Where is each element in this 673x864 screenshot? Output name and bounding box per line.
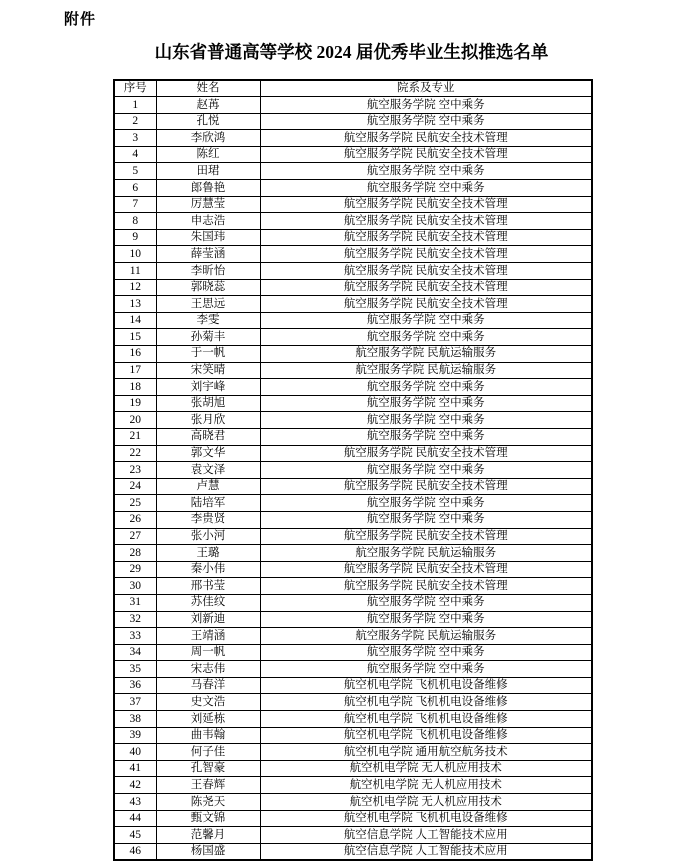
table-row — [114, 296, 592, 313]
row-number-cell: 3 — [114, 130, 156, 147]
dept-major-cell: 航空机电学院 飞机机电设备维修 — [260, 810, 592, 827]
row-number-cell: 5 — [114, 163, 156, 180]
name-cell: 张小河 — [156, 528, 260, 545]
name-cell: 李欣鸿 — [156, 130, 260, 147]
table-row — [114, 843, 592, 860]
table-row — [114, 628, 592, 645]
row-number-cell: 32 — [114, 611, 156, 628]
name-cell: 周一帆 — [156, 644, 260, 661]
row-number-cell: 39 — [114, 727, 156, 744]
row-number-cell: 9 — [114, 229, 156, 246]
row-number-cell: 19 — [114, 395, 156, 412]
row-number-cell: 36 — [114, 677, 156, 694]
dept-major-cell: 航空服务学院 民航安全技术管理 — [260, 561, 592, 578]
dept-major-cell: 航空服务学院 民航安全技术管理 — [260, 229, 592, 246]
table-row — [114, 196, 592, 213]
row-number-cell: 13 — [114, 296, 156, 313]
table-row — [114, 395, 592, 412]
dept-major-cell: 航空服务学院 空中乘务 — [260, 511, 592, 528]
table-row — [114, 661, 592, 678]
table-row — [114, 329, 592, 346]
row-number-cell: 18 — [114, 379, 156, 396]
table-row — [114, 362, 592, 379]
dept-major-cell: 航空服务学院 空中乘务 — [260, 428, 592, 445]
row-number-cell: 46 — [114, 843, 156, 860]
table-row — [114, 711, 592, 728]
name-cell: 厉慧莹 — [156, 196, 260, 213]
table-row — [114, 445, 592, 462]
row-number-cell: 29 — [114, 561, 156, 578]
name-cell: 郎鲁艳 — [156, 180, 260, 197]
row-number-cell: 28 — [114, 545, 156, 562]
column-header-name: 姓名 — [156, 80, 260, 97]
table-row — [114, 379, 592, 396]
table-row — [114, 246, 592, 263]
row-number-cell: 44 — [114, 810, 156, 827]
name-cell: 邢书莹 — [156, 578, 260, 595]
name-cell: 刘新迪 — [156, 611, 260, 628]
row-number-cell: 31 — [114, 594, 156, 611]
table-row — [114, 545, 592, 562]
row-number-cell: 10 — [114, 246, 156, 263]
row-number-cell: 40 — [114, 744, 156, 761]
dept-major-cell: 航空服务学院 民航安全技术管理 — [260, 130, 592, 147]
name-cell: 于一帆 — [156, 346, 260, 363]
name-cell: 史文浩 — [156, 694, 260, 711]
table-row — [114, 346, 592, 363]
name-cell: 田珺 — [156, 163, 260, 180]
name-cell: 李贵贤 — [156, 511, 260, 528]
column-header-number: 序号 — [114, 80, 156, 97]
table-row — [114, 113, 592, 130]
table-row — [114, 279, 592, 296]
dept-major-cell: 航空服务学院 民航运输服务 — [260, 628, 592, 645]
row-number-cell: 15 — [114, 329, 156, 346]
dept-major-cell: 航空服务学院 空中乘务 — [260, 661, 592, 678]
dept-major-cell: 航空信息学院 人工智能技术应用 — [260, 827, 592, 844]
name-cell: 王靖涵 — [156, 628, 260, 645]
name-cell: 卢慧 — [156, 478, 260, 495]
row-number-cell: 21 — [114, 428, 156, 445]
name-cell: 袁文泽 — [156, 462, 260, 479]
row-number-cell: 45 — [114, 827, 156, 844]
row-number-cell: 16 — [114, 346, 156, 363]
dept-major-cell: 航空服务学院 空中乘务 — [260, 329, 592, 346]
name-cell: 甄文锦 — [156, 810, 260, 827]
dept-major-cell: 航空机电学院 通用航空航务技术 — [260, 744, 592, 761]
dept-major-cell: 航空服务学院 空中乘务 — [260, 594, 592, 611]
name-cell: 李昕怡 — [156, 263, 260, 280]
name-cell: 王春辉 — [156, 777, 260, 794]
name-cell: 李雯 — [156, 312, 260, 329]
dept-major-cell: 航空服务学院 民航安全技术管理 — [260, 528, 592, 545]
table-row — [114, 694, 592, 711]
dept-major-cell: 航空服务学院 空中乘务 — [260, 395, 592, 412]
dept-major-cell: 航空服务学院 民航安全技术管理 — [260, 263, 592, 280]
table-row — [114, 428, 592, 445]
name-cell: 宋笑晴 — [156, 362, 260, 379]
attachment-label: 附件 — [64, 12, 97, 28]
dept-major-cell: 航空服务学院 民航安全技术管理 — [260, 478, 592, 495]
dept-major-cell: 航空服务学院 民航安全技术管理 — [260, 445, 592, 462]
table-row — [114, 777, 592, 794]
table-row — [114, 97, 592, 114]
name-cell: 陆培军 — [156, 495, 260, 512]
name-cell: 孔悦 — [156, 113, 260, 130]
name-cell: 薛莹涵 — [156, 246, 260, 263]
row-number-cell: 37 — [114, 694, 156, 711]
dept-major-cell: 航空服务学院 空中乘务 — [260, 611, 592, 628]
name-cell: 宋志伟 — [156, 661, 260, 678]
row-number-cell: 26 — [114, 511, 156, 528]
name-cell: 王思远 — [156, 296, 260, 313]
row-number-cell: 23 — [114, 462, 156, 479]
table-row — [114, 611, 592, 628]
table-row — [114, 130, 592, 147]
name-cell: 郭文华 — [156, 445, 260, 462]
dept-major-cell: 航空机电学院 无人机应用技术 — [260, 777, 592, 794]
row-number-cell: 14 — [114, 312, 156, 329]
table-row — [114, 495, 592, 512]
dept-major-cell: 航空服务学院 民航安全技术管理 — [260, 213, 592, 230]
table-row — [114, 677, 592, 694]
row-number-cell: 4 — [114, 146, 156, 163]
dept-major-cell: 航空服务学院 民航运输服务 — [260, 362, 592, 379]
dept-major-cell: 航空服务学院 民航安全技术管理 — [260, 196, 592, 213]
header-row — [114, 80, 592, 97]
table-row — [114, 827, 592, 844]
table-row — [114, 594, 592, 611]
dept-major-cell: 航空服务学院 空中乘务 — [260, 180, 592, 197]
table-row — [114, 794, 592, 811]
row-number-cell: 6 — [114, 180, 156, 197]
dept-major-cell: 航空服务学院 民航安全技术管理 — [260, 578, 592, 595]
row-number-cell: 12 — [114, 279, 156, 296]
dept-major-cell: 航空服务学院 民航安全技术管理 — [260, 279, 592, 296]
table-row — [114, 578, 592, 595]
name-cell: 朱国玮 — [156, 229, 260, 246]
row-number-cell: 25 — [114, 495, 156, 512]
row-number-cell: 27 — [114, 528, 156, 545]
dept-major-cell: 航空服务学院 民航运输服务 — [260, 545, 592, 562]
row-number-cell: 8 — [114, 213, 156, 230]
name-cell: 陈尧天 — [156, 794, 260, 811]
dept-major-cell: 航空机电学院 飞机机电设备维修 — [260, 677, 592, 694]
table-row — [114, 644, 592, 661]
row-number-cell: 30 — [114, 578, 156, 595]
table-row — [114, 810, 592, 827]
page-title: 山东省普通高等学校 2024 届优秀毕业生拟推选名单 — [154, 42, 549, 62]
dept-major-cell: 航空服务学院 空中乘务 — [260, 462, 592, 479]
name-cell: 范馨月 — [156, 827, 260, 844]
name-cell: 苏佳纹 — [156, 594, 260, 611]
name-cell: 杨国盛 — [156, 843, 260, 860]
row-number-cell: 20 — [114, 412, 156, 429]
dept-major-cell: 航空服务学院 空中乘务 — [260, 644, 592, 661]
row-number-cell: 17 — [114, 362, 156, 379]
row-number-cell: 22 — [114, 445, 156, 462]
name-cell: 孙菊丰 — [156, 329, 260, 346]
dept-major-cell: 航空机电学院 飞机机电设备维修 — [260, 694, 592, 711]
dept-major-cell: 航空服务学院 空中乘务 — [260, 412, 592, 429]
name-cell: 刘延栋 — [156, 711, 260, 728]
table-row — [114, 478, 592, 495]
row-number-cell: 38 — [114, 711, 156, 728]
dept-major-cell: 航空服务学院 空中乘务 — [260, 379, 592, 396]
table-row — [114, 744, 592, 761]
dept-major-cell: 航空服务学院 空中乘务 — [260, 495, 592, 512]
dept-major-cell: 航空服务学院 空中乘务 — [260, 312, 592, 329]
name-cell: 何子佳 — [156, 744, 260, 761]
table-row — [114, 146, 592, 163]
column-header-dept-major: 院系及专业 — [260, 80, 592, 97]
table-row — [114, 229, 592, 246]
row-number-cell: 33 — [114, 628, 156, 645]
name-cell: 王璐 — [156, 545, 260, 562]
dept-major-cell: 航空机电学院 飞机机电设备维修 — [260, 727, 592, 744]
dept-major-cell: 航空服务学院 民航运输服务 — [260, 346, 592, 363]
dept-major-cell: 航空服务学院 空中乘务 — [260, 113, 592, 130]
table-row — [114, 511, 592, 528]
row-number-cell: 34 — [114, 644, 156, 661]
table-row — [114, 528, 592, 545]
row-number-cell: 11 — [114, 263, 156, 280]
name-cell: 马春洋 — [156, 677, 260, 694]
name-cell: 孔智豪 — [156, 760, 260, 777]
row-number-cell: 35 — [114, 661, 156, 678]
name-cell: 申志浩 — [156, 213, 260, 230]
dept-major-cell: 航空服务学院 民航安全技术管理 — [260, 296, 592, 313]
dept-major-cell: 航空机电学院 无人机应用技术 — [260, 794, 592, 811]
name-cell: 刘宇峰 — [156, 379, 260, 396]
student-roster-table — [113, 79, 593, 861]
name-cell: 赵苒 — [156, 97, 260, 114]
dept-major-cell: 航空机电学院 无人机应用技术 — [260, 760, 592, 777]
row-number-cell: 24 — [114, 478, 156, 495]
dept-major-cell: 航空机电学院 飞机机电设备维修 — [260, 711, 592, 728]
row-number-cell: 1 — [114, 97, 156, 114]
table-row — [114, 163, 592, 180]
table-row — [114, 760, 592, 777]
name-cell: 郭晓蕊 — [156, 279, 260, 296]
table-row — [114, 312, 592, 329]
table-row — [114, 180, 592, 197]
dept-major-cell: 航空服务学院 民航安全技术管理 — [260, 246, 592, 263]
student-table-body — [114, 97, 592, 860]
row-number-cell: 7 — [114, 196, 156, 213]
row-number-cell: 2 — [114, 113, 156, 130]
table-row — [114, 213, 592, 230]
table-row — [114, 263, 592, 280]
table-row — [114, 412, 592, 429]
table-header — [114, 80, 592, 97]
row-number-cell: 43 — [114, 794, 156, 811]
table-row — [114, 727, 592, 744]
row-number-cell: 42 — [114, 777, 156, 794]
dept-major-cell: 航空信息学院 人工智能技术应用 — [260, 843, 592, 860]
dept-major-cell: 航空服务学院 民航安全技术管理 — [260, 146, 592, 163]
dept-major-cell: 航空服务学院 空中乘务 — [260, 163, 592, 180]
name-cell: 张胡旭 — [156, 395, 260, 412]
row-number-cell: 41 — [114, 760, 156, 777]
name-cell: 高晓君 — [156, 428, 260, 445]
table-row — [114, 561, 592, 578]
name-cell: 秦小伟 — [156, 561, 260, 578]
name-cell: 陈红 — [156, 146, 260, 163]
name-cell: 张月欣 — [156, 412, 260, 429]
dept-major-cell: 航空服务学院 空中乘务 — [260, 97, 592, 114]
table-row — [114, 462, 592, 479]
name-cell: 曲韦翰 — [156, 727, 260, 744]
